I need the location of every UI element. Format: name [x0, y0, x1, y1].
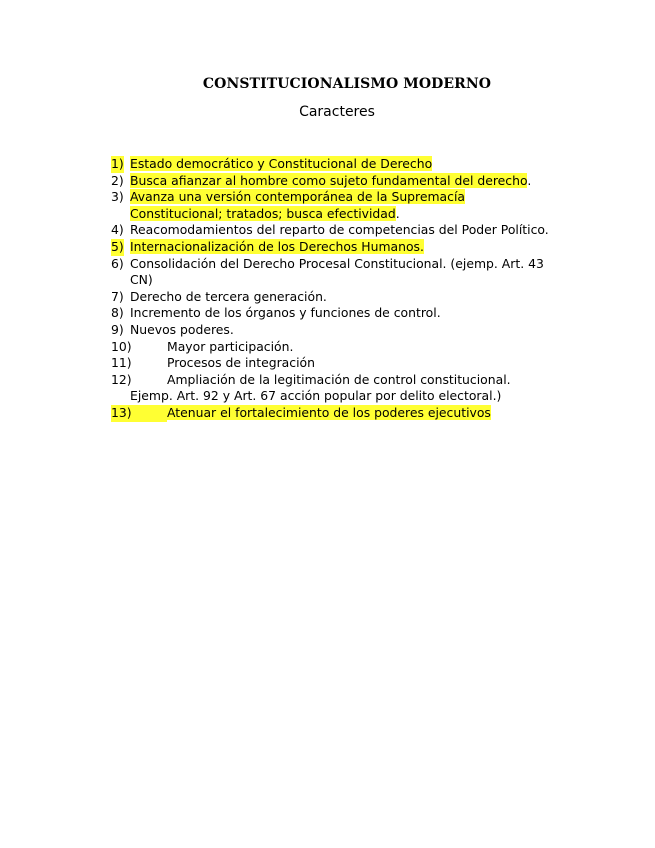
item-text: Busca afianzar al hombre como sujeto fundamental del derecho	[130, 172, 528, 188]
item-number: 13)	[111, 405, 167, 422]
item-text-tail: .	[395, 205, 400, 221]
item-text: Derecho de tercera generación.	[130, 288, 327, 304]
item-text-continued: CN)	[130, 272, 153, 288]
document-title: CONSTITUCIONALISMO MODERNO	[202, 76, 492, 92]
list-item	[111, 173, 581, 190]
item-number: 11)	[111, 355, 132, 371]
item-text: Nuevos poderes.	[130, 321, 234, 337]
item-text: Avanza una versión contemporánea de la Supremacía	[130, 189, 466, 205]
item-text-continued: Constitucional; tratados; busca efectividad	[130, 205, 396, 221]
item-number: 5)	[111, 238, 124, 254]
list-item	[111, 189, 581, 222]
item-number: 10)	[111, 338, 132, 354]
characteristics-list	[111, 156, 581, 422]
list-item	[111, 405, 581, 422]
item-text: Procesos de integración	[167, 355, 315, 371]
item-number: 9)	[111, 321, 124, 337]
item-number: 1)	[111, 156, 124, 171]
document-subtitle: Caracteres	[299, 104, 375, 120]
list-item	[111, 372, 581, 405]
list-item	[111, 256, 581, 289]
item-text: Estado democrático y Constitucional de Derecho	[130, 156, 433, 171]
item-text: Internacionalización de los Derechos Humanos.	[130, 238, 424, 254]
item-text-continued: Ejemp. Art. 92 y Art. 67 acción popular por delito electoral.)	[130, 388, 502, 404]
item-number: 8)	[111, 305, 124, 321]
item-text: Ampliación de la legitimación de control constitucional.	[167, 371, 511, 387]
list-item	[111, 305, 581, 322]
item-text: Consolidación del Derecho Procesal Constitucional. (ejemp. Art. 43	[130, 255, 544, 271]
item-text: Atenuar el fortalecimiento de los poderes ejecutivos	[167, 404, 491, 420]
list-item	[111, 239, 581, 256]
item-text-tail: .	[527, 172, 532, 188]
item-number: 3)	[111, 189, 124, 205]
item-number: 6)	[111, 255, 124, 271]
item-text: Incremento de los órganos y funciones de control.	[130, 305, 441, 321]
list-item	[111, 355, 581, 372]
list-item	[111, 322, 581, 339]
list-item	[111, 289, 581, 306]
item-number: 4)	[111, 222, 124, 238]
list-item	[111, 339, 581, 356]
item-number: 2)	[111, 172, 124, 188]
list-item	[111, 156, 581, 173]
item-number: 12)	[111, 371, 132, 387]
list-item	[111, 222, 581, 239]
item-number: 7)	[111, 288, 124, 304]
item-text: Reacomodamientos del reparto de competencias del Poder Político.	[130, 222, 549, 238]
item-text: Mayor participación.	[167, 338, 294, 354]
